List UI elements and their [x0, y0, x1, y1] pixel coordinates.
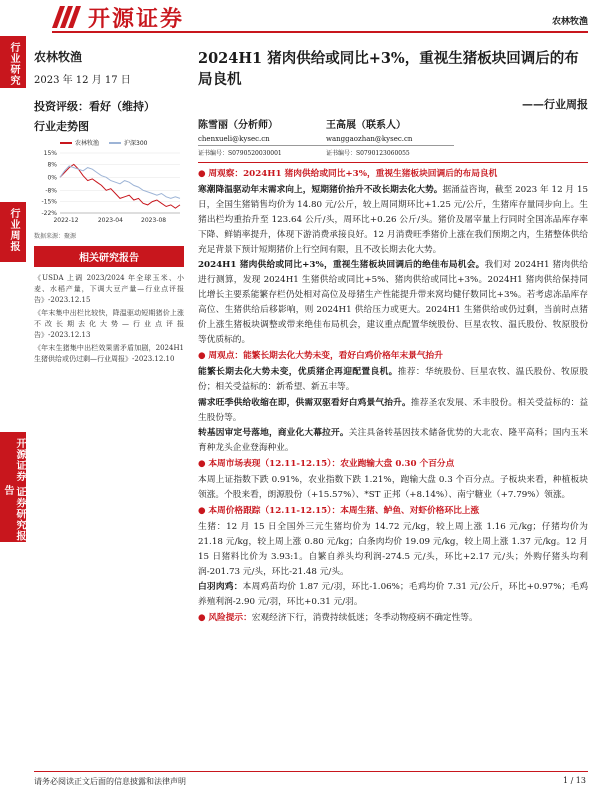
related-report-link[interactable]: 《年末生猪集中出栏效果需矛盾加剧，2024H1 生猪供给或仍过剩—行业周报》-2023.12.10 [34, 344, 184, 363]
y-tick-label: 8% [47, 161, 57, 169]
body-paragraph: 2024H1 猪肉供给或同比+3%，重视生猪板块回调后的绝佳布局机会。我们对 2024H1 猪肉供给进行测算，发现 2024H1 生猪供给或同比+5%、猪肉供给或同比+3%。2024H1 猪肉供给保持同比增长主要系能繁存栏仍处相对高位及母猪生产性能提升带来窝均健仔数同比+3%。若考虑冻品库存高位、生猪供给后移影响，则 2024H1 供给压力或更大。2024H1 生猪供给或仍过剩，当前时点猪价上涨生猪板块调整或带来绝佳布局机会，建议重点配置华统股份、巨星农牧、温氏股份、牧原股份等优质标的。 [198, 260, 588, 345]
body-paragraph: 本周上证指数下跌 0.91%，农业指数下跌 1.21%，跑输大盘 0.3 个百分点。子板块来看，种植板块领涨。个股来看，朗源股份（+15.57%）、*ST 正邦（+8.14%）、南宁糖业（+7.79%）领涨。 [198, 475, 588, 501]
related-reports-list [34, 273, 184, 365]
analyst-email[interactable]: chenxueli@kysec.cn [198, 135, 270, 143]
section-divider [198, 162, 588, 163]
investment-rating: 投资评级：看好（维持） [34, 100, 155, 113]
y-tick-label: -22% [41, 210, 57, 217]
report-subtitle: ——行业周报 [522, 98, 588, 111]
analyst-name: 王高展（联系人） [326, 120, 406, 131]
chart-legend [34, 138, 184, 147]
body-paragraph: 能繁长期去化大势未变，优质猪企再迎配置良机。推荐：华统股份、巨星农牧、温氏股份、牧原股份；相关受益标的：新希望、新五丰等。 [198, 366, 589, 392]
analyst-name: 陈雪丽（分析师） [198, 120, 278, 131]
related-reports-title: 相关研究报告 [34, 246, 184, 267]
side-tab-industry-research: 行业研究 [0, 36, 26, 88]
brand-logo [52, 2, 184, 32]
section-heading: ● 本周价格跟踪（12.11-12.15）：本周生猪、鲈鱼、对虾价格环比上涨 [198, 505, 480, 516]
side-tab-weekly: 行业周报 [0, 202, 26, 262]
report-body [198, 167, 588, 626]
y-tick-label: 15% [43, 150, 57, 157]
section-heading: ● 周观点：能繁长期去化大势未变，看好白鸡价格年末景气抬升 [198, 350, 443, 361]
body-paragraph: 白羽肉鸡：本周鸡苗均价 1.87 元/羽，环比-1.06%；毛鸡均价 7.31 元/公斤，环比+0.97%；毛鸡养殖利润-2.90 元/羽，环比+0.31 元/羽。 [198, 582, 589, 608]
section-heading: ● 风险提示：宏观经济下行，消费持续低迷；冬季动物疫病不确定性等。 [198, 613, 478, 624]
body-paragraph: 生猪：12 月 15 日全国外三元生猪均价为 14.72 元/kg，较上周上涨 1.16 元/kg；仔猪均价为 21.18 元/kg，较上周上涨 0.80 元/kg；白条肉均价 19.09 元/kg，较上周上涨 1.37 元/kg。12 月 15 日猪料比价为 3.93:1。自繁自养头均利润-274.5 元/头，环比+2.17 元/头；外购仔猪头均利润-201.73 元/头，环比-21.48 元/头。 [198, 521, 588, 577]
bullet-icon: ● [198, 169, 206, 179]
page-number: 1 / 13 [562, 776, 586, 785]
section-heading: ● 本周市场表现（12.11-12.15）：农业跑输大盘 0.30 个百分点 [198, 459, 455, 470]
bullet-icon: ● [198, 505, 206, 516]
analyst-card [198, 116, 326, 157]
body-paragraph: 需求旺季供给收缩在即，供需双驱看好白鸡景气抬升。推荐圣农发展、禾丰股份。相关受益标的：益生股份等。 [198, 397, 589, 423]
bullet-icon: ● [198, 350, 206, 361]
analyst-card [326, 116, 454, 157]
legend-item-agri: 农林牧渔 [60, 138, 99, 147]
chart-source: 数据来源：聚源 [34, 233, 77, 240]
side-tab-report-type: 开源证券 证券研究报告 [0, 432, 26, 542]
footer-disclaimer: 请务必阅读正文后面的信息披露和法律声明 [34, 777, 186, 786]
trend-chart-title: 行业走势图 [34, 120, 89, 133]
related-report-link[interactable]: 《USDA 上调 2023/2024 年全球玉米、小麦、水稻产量，下调大豆产量—行业点评报告》-2023.12.15 [34, 274, 184, 304]
bullet-icon: ● [198, 613, 206, 624]
brand-name: 开源证券 [88, 6, 185, 32]
analyst-cert: 证书编号：S0790520030001 [198, 145, 326, 157]
body-paragraph: 寒潮降温驱动年末需求向上，短期猪价抬升不改长期去化大势。据涌益咨询，截至 2023 年 12 月 15 日，全国生猪销售均价为 14.80 元/公斤，较上周同期环比+1.25 元/公斤，生猪库存量同步向上。生猪出栏均重抬升至 123.64 公斤/头，周环比+0.26 公斤/头。猪价及屠宰量上行同时全国冻品库存率下降、鲜销率提升，体现下游消费承接良好。12 月消费旺季猪价上涨在我们预期之内，生猪整体供给充足背景下预计短期猪价上行空间有限，且不改长期去化大势。 [198, 184, 588, 255]
left-column [34, 48, 184, 367]
related-report-link[interactable]: 《年末集中出栏比较快，降温驱动短期猪价上涨不改长期去化大势—行业点评报告》-2023.12.13 [34, 309, 184, 339]
header-category: 农林牧渔 [551, 17, 588, 27]
brand-mark-icon [52, 3, 82, 31]
analyst-block [198, 116, 588, 157]
body-paragraph: 转基因审定号落地，商业化大幕拉开。关注具备转基因技术储备优势的大北农、隆平高科；国内玉米育种龙头企业登海种业。 [198, 428, 589, 454]
report-title: 2024H1 猪肉供给或同比+3%，重视生猪板块回调后的布局良机 [198, 50, 579, 88]
y-tick-label: -8% [45, 187, 57, 195]
y-tick-label: -15% [41, 198, 57, 206]
trend-chart [34, 149, 184, 229]
y-tick-label: 0% [47, 174, 57, 182]
bullet-icon: ● [198, 459, 206, 470]
main-column [198, 48, 588, 627]
analyst-cert: 证书编号：S0790123060055 [326, 145, 454, 157]
x-tick-label: 2022-12 [53, 217, 79, 224]
report-date: 2023 年 12 月 17 日 [34, 75, 131, 86]
x-tick-label: 2023-08 [141, 217, 167, 224]
footer-divider [34, 771, 588, 772]
header-divider [52, 31, 588, 33]
legend-item-csi300: 沪深300 [109, 138, 147, 147]
series-line [60, 166, 180, 198]
section-heading: ● 周观察：2024H1 猪肉供给或同比+3%，重视生猪板块回调后的布局良机 [198, 169, 498, 179]
trend-chart-svg [34, 149, 184, 229]
x-tick-label: 2023-04 [97, 217, 123, 224]
left-category: 农林牧渔 [34, 50, 83, 64]
analyst-email[interactable]: wanggaozhan@kysec.cn [326, 135, 413, 143]
